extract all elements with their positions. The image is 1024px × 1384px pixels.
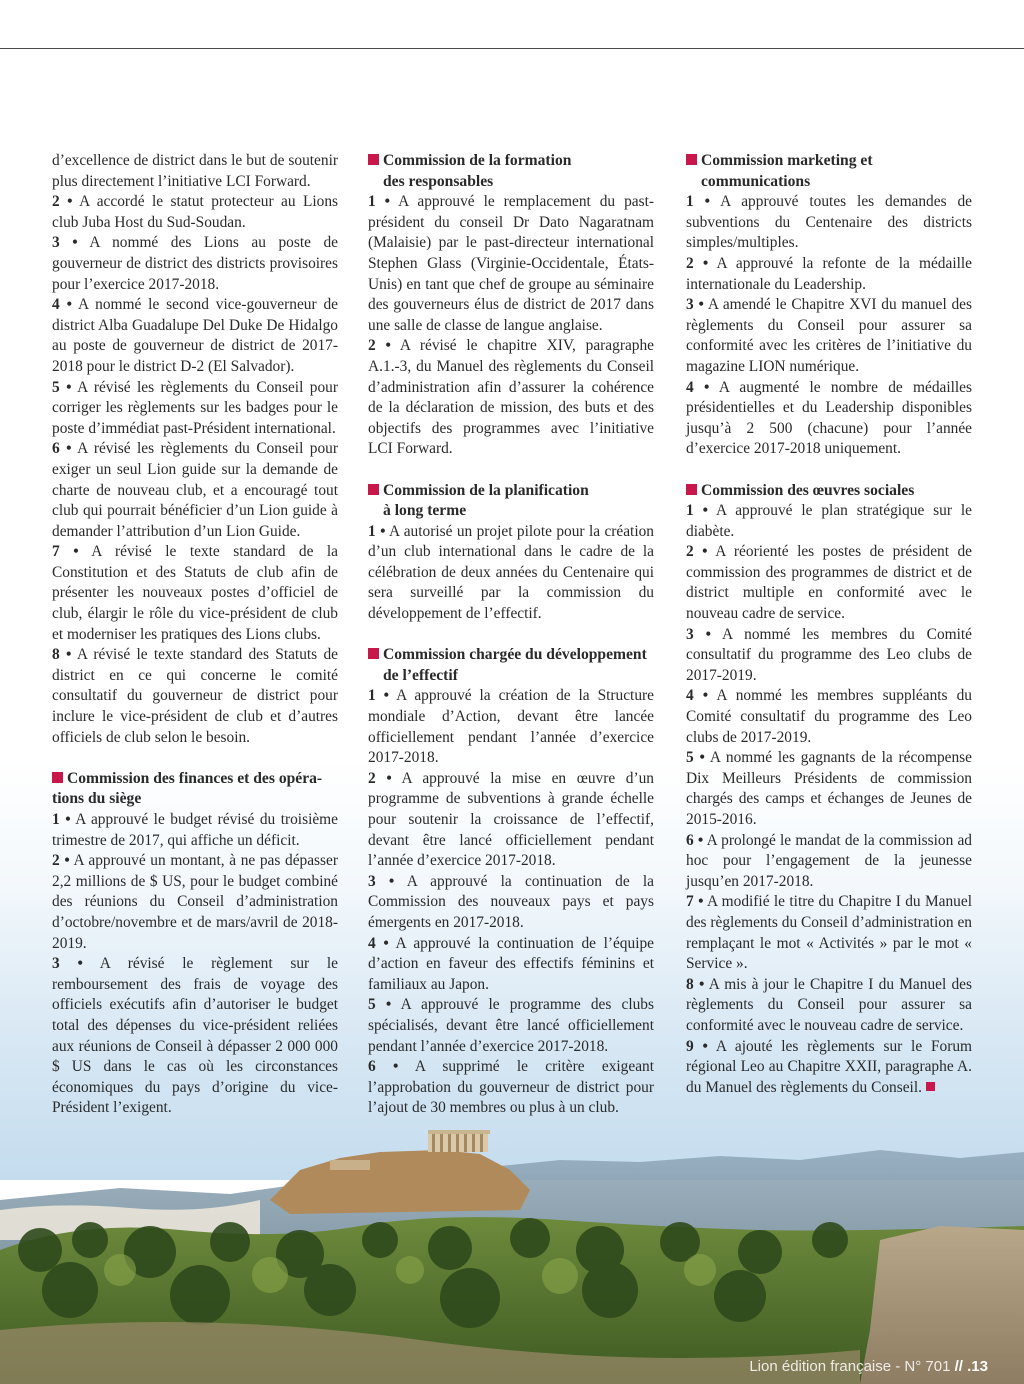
- column-left: [52, 151, 338, 1119]
- list-item: 8 • A révisé le texte standard des Statuts de district en ce qui concerne le comité consultatif du gouverneur de district pour inclure le vice-président de club et d’autres officiels de club selon le besoin.: [52, 646, 338, 746]
- list-item: 3 • A révisé le règlement sur le remboursement des frais de voyage des officiels exécutifs afin d’autoriser le budget total des dépenses du vice-président reliées aux réunions de Conseil à dépasser 2 000 000 $ US dans le cas où les circonstances économiques du pays d’origine du vice-Président l’exigent.: [52, 955, 338, 1117]
- heading-finance-commission: Commission des finances et des opéra- tions du siège: [52, 769, 323, 808]
- section-marker-icon: [52, 772, 63, 783]
- column-middle: [368, 151, 654, 1119]
- section-marker-icon: [686, 154, 697, 165]
- list-item: 7 • A révisé le texte standard de la Constitution et des Statuts de club afin de présenter les nouveaux postes d’officiel de club, élargir le rôle du vice-président de club et moderniser les pratiques des Lions clubs.: [52, 543, 339, 643]
- heading-formation-commission: Commission de la formation des responsables: [368, 151, 654, 192]
- footer-separator: //: [954, 1358, 963, 1375]
- column-right: [686, 151, 972, 1098]
- list-item: 1 • A approuvé le remplacement du past-président du conseil Dr Dato Nagaratnam (Malaisie) par le past-directeur international Stephen Glass (Virginie-Occidentale, États-Unis) en tant que chef de groupe au séminaire des gouverneurs élus de district de 2017 dans une salle de classe de langue anglaise.: [368, 193, 654, 334]
- heading-membership-commission: Commission chargée du développement de l’effectif: [368, 645, 654, 686]
- heading-planning-commission: Commission de la planification à long terme: [368, 481, 654, 522]
- list-item: 4 • A nommé le second vice-gouverneur de district Alba Guadalupe Del Duke De Hidalgo au poste de gouverneur de district de 2017-2018 pour le district D-2 (El Salvador).: [52, 296, 338, 375]
- list-item: 1 • A approuvé le budget révisé du troisième trimestre de 2017, qui affiche un déficit.: [52, 811, 338, 849]
- list-item: 5 • A nommé les gagnants de la récompense Dix Meilleurs Présidents de commission chargés des camps et échanges de Jeunes de 2015-2016.: [686, 749, 972, 828]
- list-item: 3 • A nommé des Lions au poste de gouverneur de district des districts provisoires pour l’exercice 2017-2018.: [52, 234, 338, 293]
- list-item: 6 • A prolongé le mandat de la commission ad hoc pour l’engagement de la jeunesse jusqu’en 2017-2018.: [686, 831, 972, 890]
- list-item: 5 • A révisé les règlements du Conseil pour corriger les règlements sur les badges pour le poste d’immédiat past-Président international.: [52, 378, 338, 437]
- list-item: 2 • A approuvé la refonte de la médaille internationale du Leadership.: [686, 254, 972, 293]
- header-rule: [0, 48, 1024, 49]
- list-item: 1 • A approuvé le plan stratégique sur le diabète.: [686, 502, 972, 540]
- list-item: 4 • A nommé les membres suppléants du Comité consultatif du programme des Leo clubs de 2017-2019.: [686, 687, 972, 746]
- list-item: 1 • A approuvé la création de la Structure mondiale d’Action, devant être lancée officiellement pendant l’année d’exercice 2017-2018.: [368, 687, 654, 767]
- heading-marketing-commission: Commission marketing et communications: [686, 151, 972, 192]
- list-item: 3 • A nommé les membres du Comité consultatif du programme des Leo clubs de 2017-2019.: [686, 625, 972, 684]
- list-item: 2 • A approuvé un montant, à ne pas dépasser 2,2 millions de $ US, pour le budget combiné des réunions du Conseil d’administration d’octobre/novembre et de mars/avril de 2018-2019.: [52, 852, 338, 952]
- page-number: .13: [967, 1358, 988, 1375]
- list-item: 2 • A révisé le chapitre XIV, paragraphe A.1.-3, du Manuel des règlements du Conseil d’administration afin d’assurer la cohérence de la déclaration de mission, des buts et des objectifs des programmes avec l’initiative LCI Forward.: [368, 337, 654, 458]
- publication-name: Lion édition française - N° 701: [749, 1358, 951, 1375]
- section-marker-icon: [368, 648, 379, 659]
- heading-social-commission: Commission des œuvres sociales: [686, 481, 972, 502]
- list-item: 2 • A réorienté les postes de président de commission des programmes de district et de district multiple en conformité avec le nouveau cadre de service.: [686, 543, 972, 623]
- section-marker-icon: [368, 484, 379, 495]
- section-marker-icon: [368, 154, 379, 165]
- list-item: 2 • A accordé le statut protecteur au Lions club Juba Host du Sud-Soudan.: [52, 193, 338, 231]
- list-item: 8 • A mis à jour le Chapitre I du Manuel des règlements du Conseil pour assurer sa conformité avec le nouveau cadre de service.: [686, 975, 972, 1034]
- list-item: 4 • A approuvé la continuation de l’équipe d’action en faveur des effectifs féminins et familiaux au Japon.: [368, 934, 655, 993]
- list-item: 1 • A approuvé toutes les demandes de subventions du Centenaire des districts simples/multiples.: [686, 193, 973, 252]
- list-item: 4 • A augmenté le nombre de médailles présidentielles et du Leadership disponibles jusqu’à 2 500 (chacune) pour l’année d’exercice 2017-2018 uniquement.: [686, 378, 972, 458]
- list-item: 3 • A approuvé la continuation de la Commission des nouveaux pays et pays émergents en 2017-2018.: [368, 872, 654, 931]
- paragraph-intro: d’excellence de district dans le but de soutenir plus directement l’initiative LCI Forward.: [52, 152, 338, 190]
- section-marker-icon: [686, 484, 697, 495]
- list-item: 7 • A modifié le titre du Chapitre I du Manuel des règlements du Conseil d’administration en remplaçant le mot « Activités » par le mot « Service ».: [686, 893, 972, 973]
- list-item: 1 • A autorisé un projet pilote pour la création d’un club international dans le cadre de la célébration de deux années du Centenaire qui sera surveillé par la commission du développement de l’effectif.: [368, 522, 654, 623]
- list-item: 5 • A approuvé le programme des clubs spécialisés, devant être lancé officiellement pendant l’année d’exercice 2017-2018.: [368, 996, 654, 1055]
- list-item: 2 • A approuvé la mise en œuvre d’un programme de subventions à grande échelle pour soutenir la croissance de l’effectif, devant être lancé officiellement pendant l’année d’exercice 2017-2018.: [368, 769, 654, 870]
- list-item: 6 • A révisé les règlements du Conseil pour exiger un seul Lion guide sur la demande de charte de nouveau club, et a encouragé tout club qui pourrait bénéficier d’un Lion guide à demander l’attribution d’un Lion Guide.: [52, 440, 338, 540]
- list-item: 9 • A ajouté les règlements sur le Forum régional Leo au Chapitre XXII, paragraphe A. du Manuel des règlements du Conseil.: [686, 1037, 972, 1096]
- list-item: 3 • A amendé le Chapitre XVI du manuel des règlements du Conseil pour assurer sa conformité avec les critères de l’initiative du magazine LION numérique.: [686, 296, 973, 375]
- end-of-article-icon: [926, 1082, 935, 1091]
- acropolis-photo: [0, 1130, 1024, 1384]
- list-item: 6 • A supprimé le critère exigeant l’approbation du gouverneur de district pour l’ajout de 30 membres ou plus à un club.: [368, 1058, 654, 1117]
- page-footer: [749, 1358, 988, 1375]
